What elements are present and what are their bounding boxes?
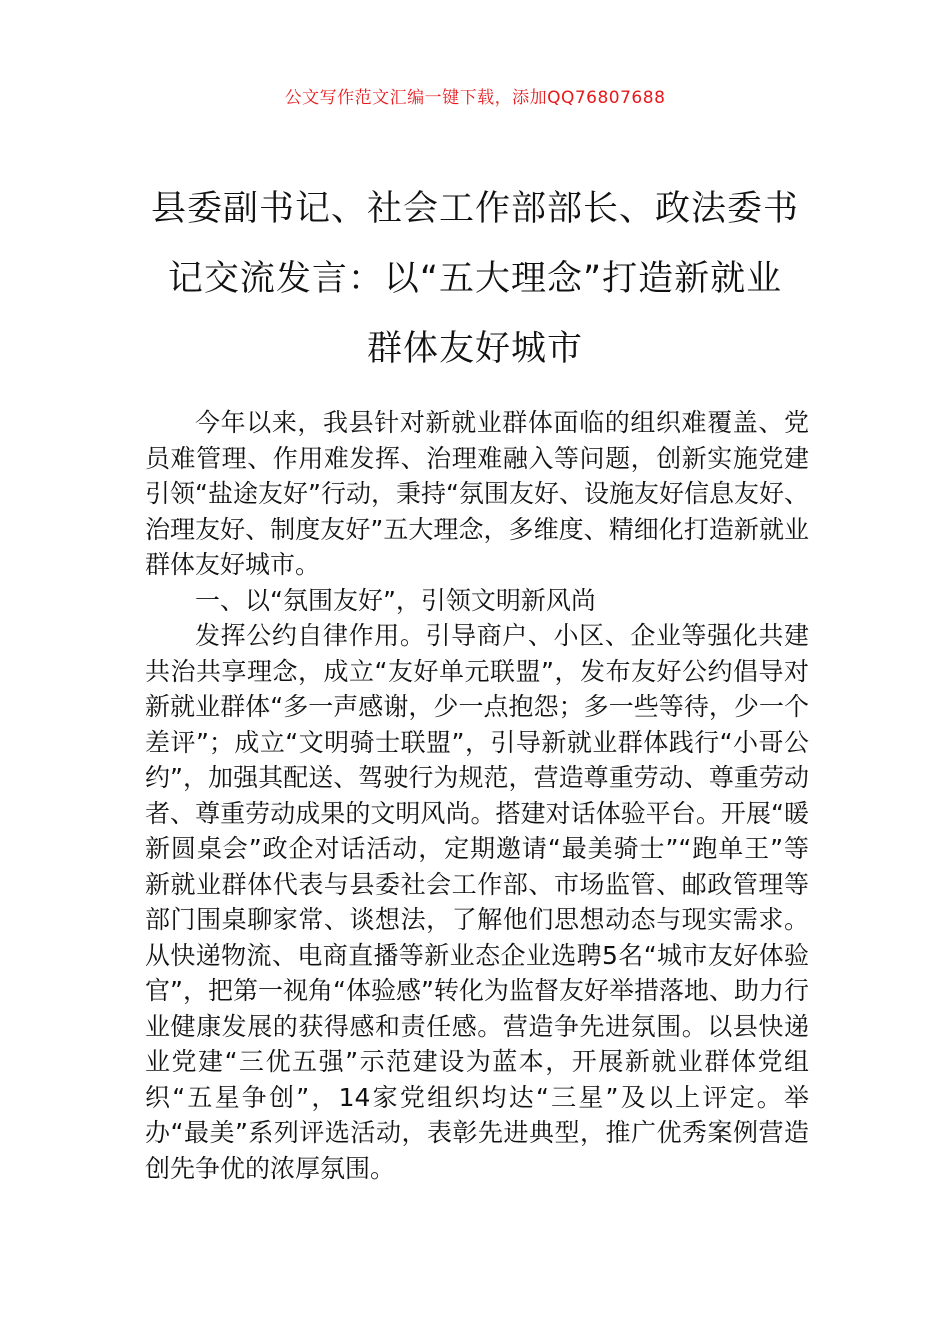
title-line: 记交流发言：以“五大理念”打造新就业 bbox=[167, 259, 783, 299]
section-heading: 一、以“氛围友好”，引领文明新风尚 bbox=[195, 585, 596, 615]
body-paragraph: 发挥公约自律作用。引导商户、小区、企业等强化共建共治共享理念，成立“友好单元联盟”，发布友好公约倡导对新就业群体“多一声感谢，少一点抱怨；多一些等待，少一个差评”；成立“文明骑士联盟”，引导新就业群体践行“小哥公约”，加强其配送、驾驶行为规范，营造尊重劳动、尊重劳动者、尊重劳动成果的文明风尚。搭建对话体验平台。开展“暖新圆桌会”政企对话活动，定期邀请“最美骑士”“跑单王”等新就业群体代表与县委社会工作部、市场监管、邮政管理等部门围桌聊家常、谈想法，了解他们思想动态与现实需求。从快递物流、电商直播等新业态企业选聘5名“城市友好体验官”，把第一视角“体验感”转化为监督友好举措落地、助力行业健康发展的获得感和责任感。营造争先进氛围。以县快递业党建“三优五强”示范建设为蓝本，开展新就业群体党组织“五星争创”，14家党组织均达“三星”及以上评定。举办“最美”系列评选活动，表彰先进典型，推广优秀案例营造创先争优的浓厚氛围。 bbox=[145, 621, 809, 1183]
download-banner: 公文写作范文汇编一键下载，添加QQ76807688 bbox=[284, 88, 666, 108]
intro-paragraph: 今年以来，我县针对新就业群体面临的组织难覆盖、党员难管理、作用难发挥、治理难融入等问题，创新实施党建引领“盐途友好”行动，秉持“氛围友好、设施友好信息友好、治理友好、制度友好”五大理念，多维度、精细化打造新就业群体友好城市。 bbox=[145, 408, 809, 579]
document-body bbox=[145, 405, 809, 1186]
title-line: 县委副书记、社会工作部部长、政法委书 bbox=[150, 189, 799, 229]
document-title bbox=[140, 174, 810, 384]
title-line: 群体友好城市 bbox=[366, 329, 583, 369]
